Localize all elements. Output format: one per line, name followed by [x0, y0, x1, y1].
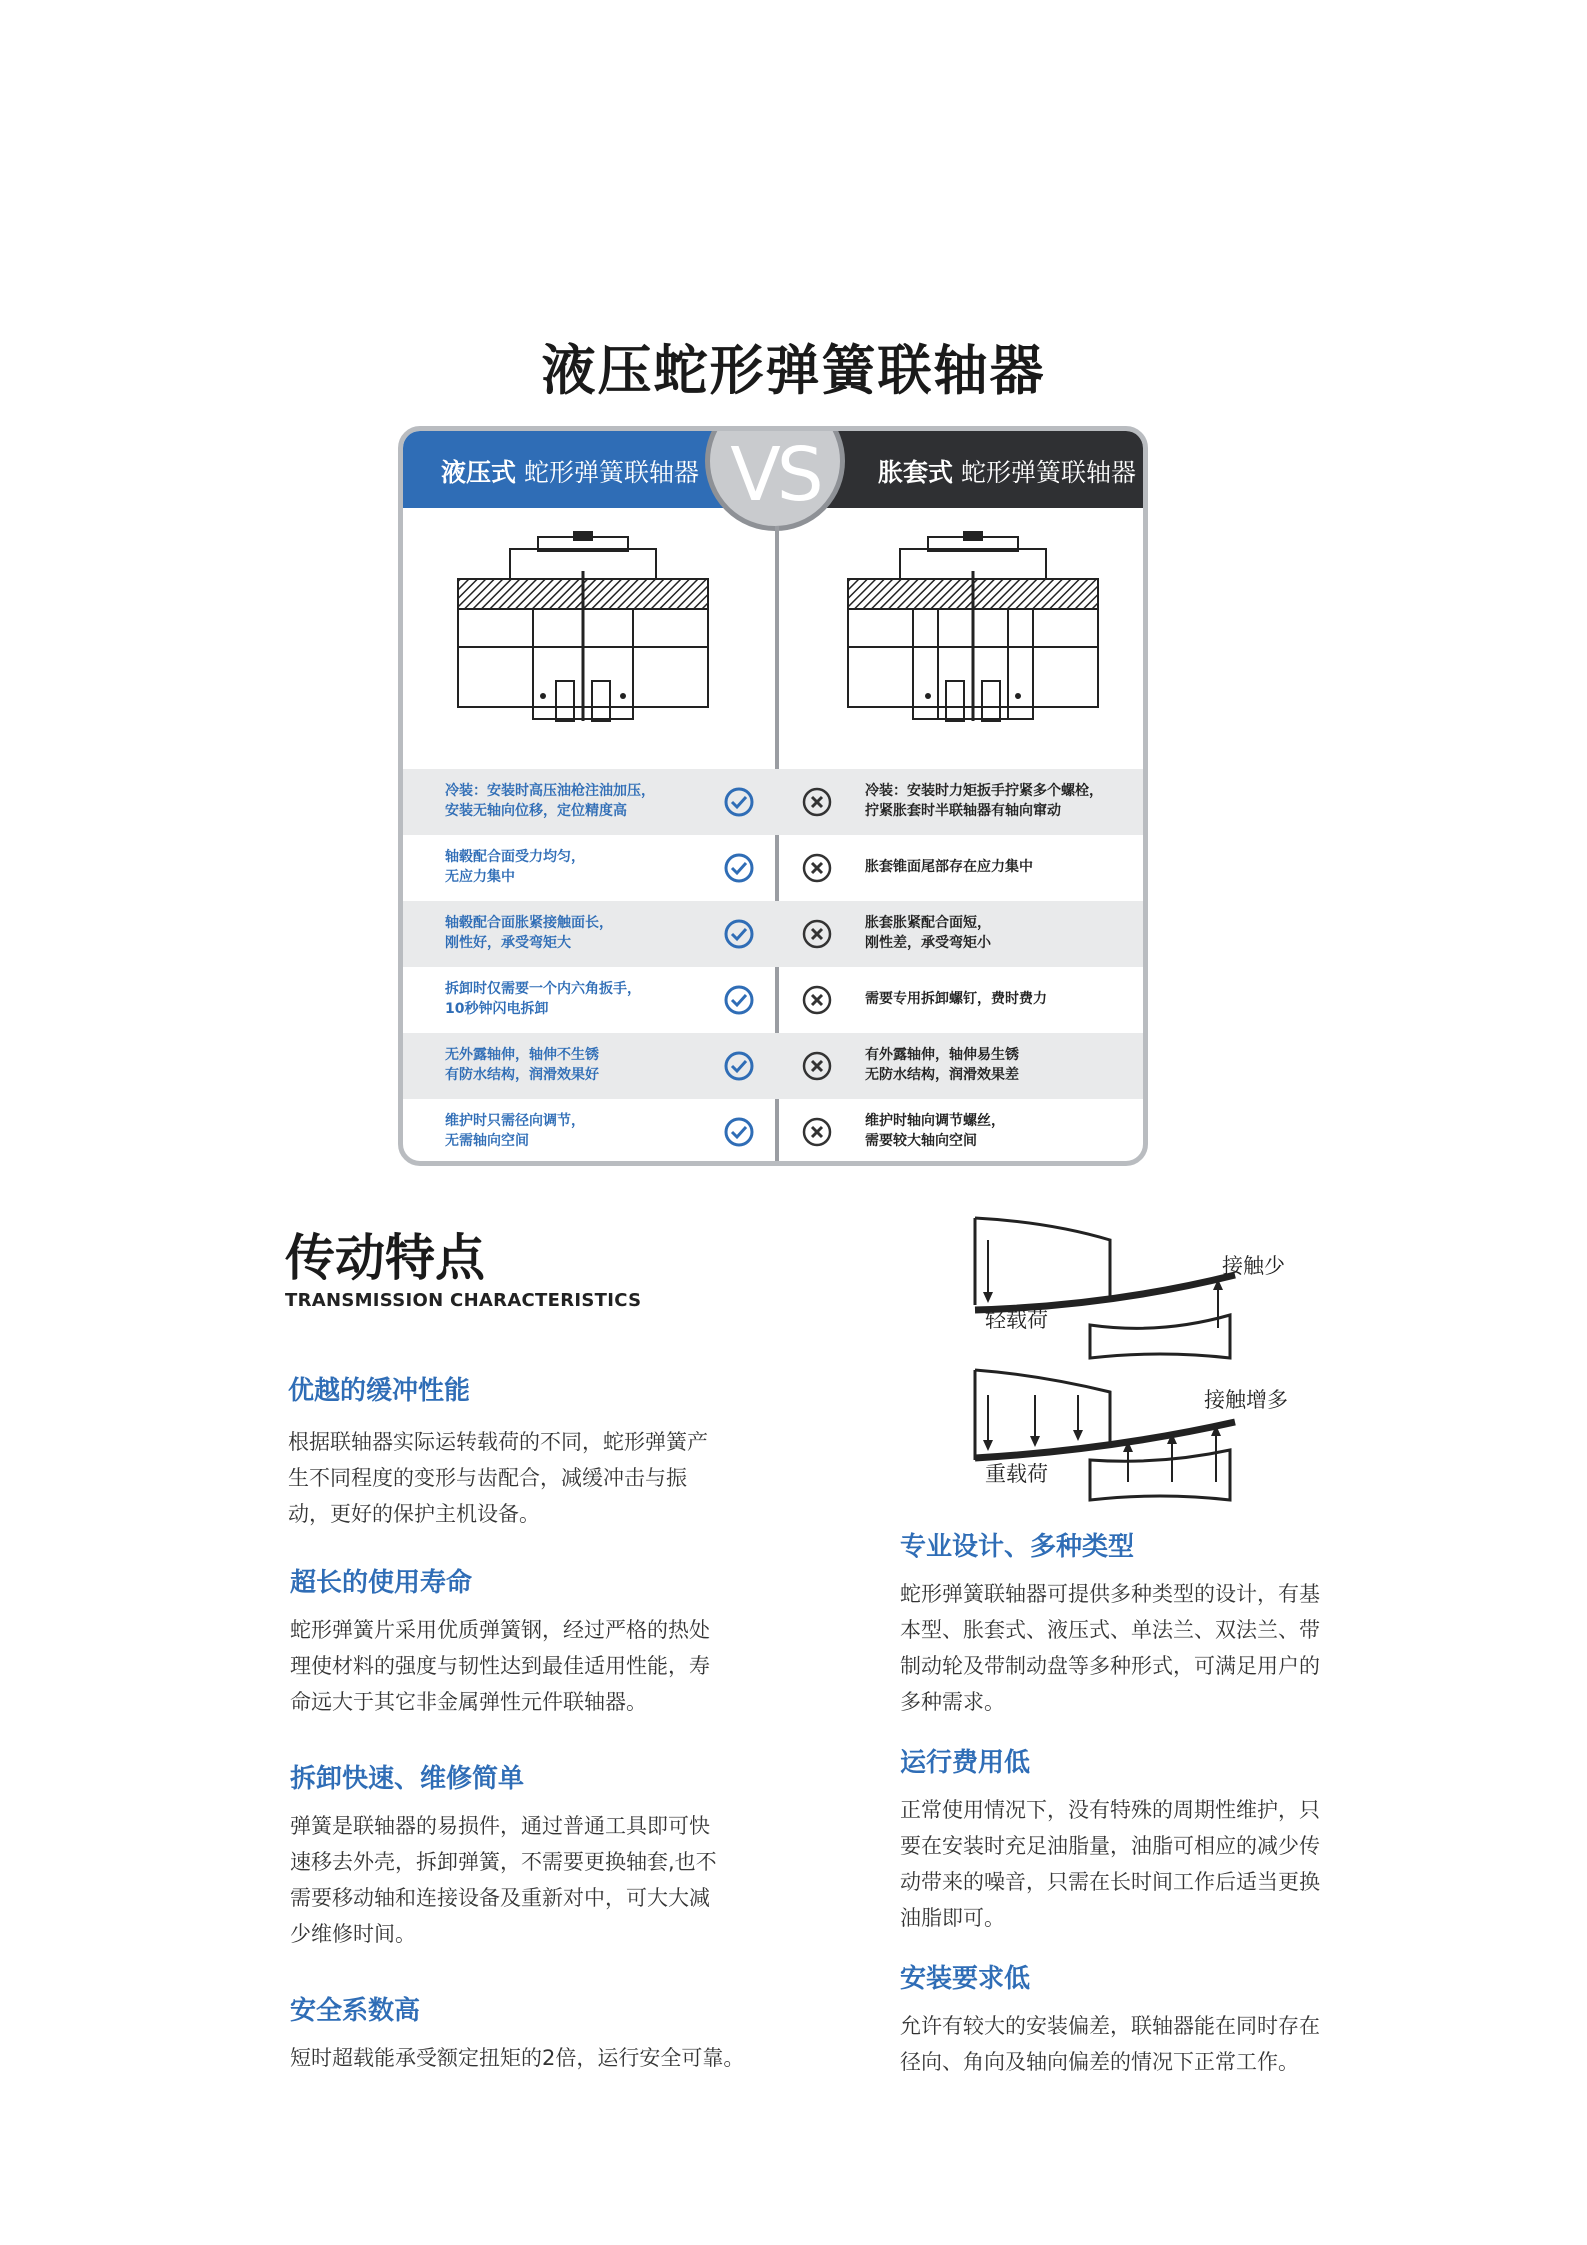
cross-icon [801, 1050, 833, 1082]
row-right-text: 胀套胀紧配合面短， 刚性差，承受弯矩小 [865, 915, 991, 951]
more-contact-label: 接触增多 [1204, 1388, 1288, 1412]
cross-icon [801, 852, 833, 884]
features-subtitle: TRANSMISSION CHARACTERISTICS [285, 1290, 642, 1311]
check-icon [723, 852, 755, 884]
right-header-rest: 蛇形弹簧联轴器 [960, 458, 1136, 487]
feature-body: 正常使用情况下，没有特殊的周期性维护，只 要在安装时充足油脂量，油脂可相应的减少传 动带来的噪音，只需在长时间工作后适当更换 油脂即可。 [900, 1798, 1320, 1930]
right-header-bold: 胀套式 [878, 458, 954, 487]
hydraulic-coupling-drawing [448, 531, 718, 731]
row-left-text: 无外露轴伸，轴伸不生锈 有防水结构，润滑效果好 [445, 1047, 599, 1083]
row-right-text: 维护时轴向调节螺丝， 需要较大轴向空间 [865, 1113, 1005, 1149]
compare-row [403, 1033, 1143, 1099]
check-icon [723, 1050, 755, 1082]
row-right-text: 冷装：安装时力矩扳手拧紧多个螺栓， 拧紧胀套时半联轴器有轴向窜动 [865, 783, 1103, 819]
compare-row [403, 1099, 1143, 1165]
feature-heading: 拆卸快速、维修简单 [290, 1764, 525, 1794]
heavy-load-label: 重载荷 [985, 1462, 1048, 1486]
left-header-bold: 液压式 [441, 458, 517, 487]
feature-body: 根据联轴器实际运转载荷的不同，蛇形弹簧产 生不同程度的变形与齿配合，减缓冲击与振 动，更好的保护主机设备。 [288, 1430, 708, 1526]
row-left-text: 轴毂配合面受力均匀， 无应力集中 [445, 849, 585, 885]
expansion-sleeve-coupling-drawing [838, 531, 1108, 731]
light-load-label: 轻载荷 [985, 1308, 1048, 1332]
cross-icon [801, 918, 833, 950]
feature-heading: 优越的缓冲性能 [288, 1376, 471, 1406]
row-right-text: 有外露轴伸，轴伸易生锈 无防水结构，润滑效果差 [865, 1047, 1019, 1083]
comparison-panel [398, 426, 1148, 1166]
feature-body: 允许有较大的安装偏差，联轴器能在同时存在 径向、角向及轴向偏差的情况下正常工作。 [900, 2014, 1320, 2074]
compare-row [403, 967, 1143, 1033]
check-icon [723, 786, 755, 818]
cross-icon [801, 786, 833, 818]
row-left-text: 轴毂配合面胀紧接触面长， 刚性好，承受弯矩大 [445, 915, 613, 951]
vs-badge [705, 426, 845, 531]
compare-row [403, 769, 1143, 835]
feature-heading: 安装要求低 [900, 1964, 1031, 1994]
feature-body: 蛇形弹簧联轴器可提供多种类型的设计，有基 本型、胀套式、液压式、单法兰、双法兰、带 制动轮及带制动盘等多种形式，可满足用户的 多种需求。 [900, 1582, 1320, 1714]
row-right-text: 胀套锥面尾部存在应力集中 [865, 859, 1033, 875]
row-left-text: 冷装：安装时高压油枪注油加压， 安装无轴向位移，定位精度高 [445, 783, 655, 819]
page-title: 液压蛇形弹簧联轴器 [541, 339, 1046, 402]
check-icon [723, 918, 755, 950]
left-header-rest: 蛇形弹簧联轴器 [523, 458, 699, 487]
less-contact-label: 接触少 [1222, 1254, 1285, 1278]
feature-heading: 专业设计、多种类型 [900, 1532, 1135, 1562]
compare-row [403, 901, 1143, 967]
vs-text: VS [730, 432, 820, 518]
feature-heading: 运行费用低 [900, 1748, 1031, 1778]
row-left-text: 拆卸时仅需要一个内六角扳手， 10秒钟闪电拆卸 [445, 981, 641, 1017]
feature-heading: 超长的使用寿命 [290, 1568, 473, 1598]
row-right-text: 需要专用拆卸螺钉，费时费力 [865, 991, 1047, 1007]
compare-row [403, 835, 1143, 901]
check-icon [723, 984, 755, 1016]
feature-body: 蛇形弹簧片采用优质弹簧钢，经过严格的热处 理使材料的强度与韧性达到最佳适用性能，寿 命远大于其它非金属弹性元件联轴器。 [290, 1618, 710, 1714]
feature-body: 弹簧是联轴器的易损件，通过普通工具即可快 速移去外壳，拆卸弹簧，不需要更换轴套,也不 需要移动轴和连接设备及重新对中，可大大减 少维修时间。 [290, 1814, 717, 1946]
cross-icon [801, 984, 833, 1016]
row-left-text: 维护时只需径向调节， 无需轴向空间 [445, 1113, 585, 1149]
features-title: 传动特点 [285, 1229, 485, 1287]
feature-body: 短时超载能承受额定扭矩的2倍，运行安全可靠。 [290, 2046, 745, 2070]
check-icon [723, 1116, 755, 1148]
cross-icon [801, 1116, 833, 1148]
feature-heading: 安全系数高 [290, 1996, 421, 2026]
